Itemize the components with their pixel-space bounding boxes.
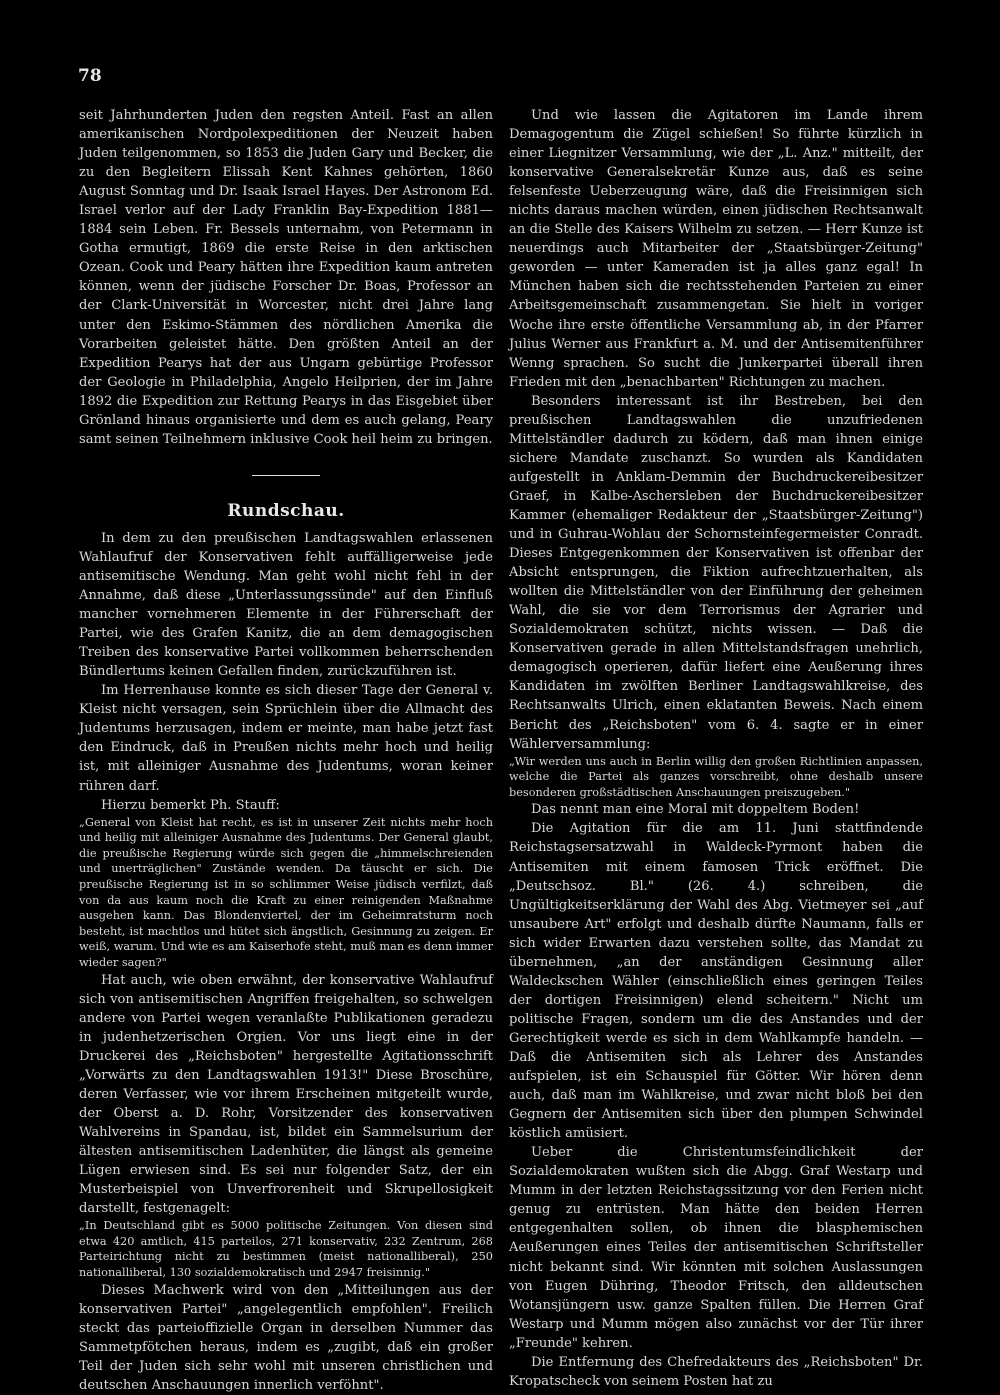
block-quote: „General von Kleist hat recht, es ist in unserer Zeit nichts mehr hoch und heilig mit alleiniger Ausnahme des Judentums. Der General glaubt, die preußische Regierung würde sich gegen die „himmelschreienden und unerträglichen" Zustände wenden. Da täuscht er sich. Die preußische Regierung ist in so schlimmer Weise jüdisch verfilzt, daß von da aus kaum noch die Kraft zu einer reinigenden Maßnahme ausgehen kann. Das Blondenviertel, der im Geheimratsturm noch besteht, ist machtlos und hütet sich ängstlich, Gesinnung zu zeigen. Er weiß, warum. Und wie es am Kaiserhofe steht, muß man es denn immer wieder sagen?" (79, 815, 493, 969)
left-column (79, 106, 493, 1395)
article-paragraph: Hierzu bemerkt Ph. Stauff: (101, 797, 280, 813)
article-paragraph: Ueber die Christentumsfeindlichkeit der Sozialdemokraten wußten sich die Abgg. Graf Westarp und Mumm in der letzten Reichstagssitzung vor den Ferien nicht genug zu entrüsten. Man hätte den beiden Herren entgegenhalten sollen, ob ihnen die blasphemischen Aeußerungen eines Teiles der antisemitischen Schriftsteller nicht bekannt sind. Wir könnten mit solchen Auslassungen von Eugen Dühring, Theodor Fritsch, den alldeutschen Wotansjüngern usw. ganze Spalten füllen. Die Herren Graf Westarp und Mumm mögen also zunächst vor der Tür ihrer „Freunde" kehren. (509, 1145, 923, 1351)
article-paragraph: Die Agitation für die am 11. Juni stattfindende Reichstagsersatzwahl in Waldeck-Pyrmont haben die Antisemiten mit einem famosen Trick eröffnet. Die „Deutschsoz. Bl." (26. 4.) schreiben, die Ungültigkeitserklärung der Wahl des Abg. Vietmeyer sei „auf unsaubere Art" erfolgt und deshalb dürfte Naumann, falls er sich wider Erwarten dazu verstehen sollte, das Mandat zu übernehmen, „an der anständigen Gesinnung aller Waldeckschen Wähler (einschließlich eines geringen Teiles der dortigen Freisinnigen) elend scheitern." Nicht um politische Fragen, sondern um die des Anstandes und der Gerechtigkeit werde es sich in dem Wahlkampfe handeln. — Daß die Antisemiten sich als Lehrer des Anstandes aufspielen, ist ein Schauspiel für Götter. Wir hören denn auch, daß man im Wahlkreise, und zwar nicht bloß bei den Gegnern der Antisemiten sich über den plumpen Schwindel köstlich amüsiert. (509, 821, 923, 1142)
article-paragraph: Im Herrenhause konnte es sich dieser Tage der General v. Kleist nicht versagen, sein Sprüchlein über die Allmacht des Judentums herzusagen, indem er meinte, man habe jetzt fast den Eindruck, daß in Preußen nichts mehr hoch und heilig ist, mit alleiniger Ausnahme des Judentums, woran keiner rühren darf. (79, 683, 493, 794)
article-paragraph: Besonders interessant ist ihr Bestreben, bei den preußischen Landtagswahlen die unzufriedenen Mittelständler dadurch zu ködern, daß man ihnen einige sichere Mandate zuschanzt. So wurden als Kandidaten aufgestellt in Anklam-Demmin der Buchdruckereibesitzer Graef, in Kalbe-Aschersleben der Buchdruckereibesitzer Kammer (ehemaliger Redakteur der „Staatsbürger-Zeitung") und in Guhrau-Wohlau der Schornsteinfegermeister Conradt. Dieses Entgegenkommen der Konservativen ist offenbar der Absicht entsprungen, die Fiktion aufrechtzuerhalten, als wollten die Mittelständler von der Einführung der geheimen Wahl, die sie vor dem Terrorismus der Agrarier und Sozialdemokraten schützt, nichts wissen. — Daß die Konservativen gerade in allen Mittelstandsfragen unehrlich, demagogisch operieren, dafür liefert eine Aeußerung ihres Kandidaten im zwölften Berliner Landtagswahlkreise, des Rechtsanwalts Ulrich, einen eklatanten Beweis. Nach einem Bericht des „Reichsboten" vom 6. 4. sagte er in einer Wählerversammlung: (509, 393, 923, 752)
right-column (509, 106, 923, 1391)
article-paragraph: In dem zu den preußischen Landtagswahlen erlassenen Wahlaufruf der Konservativen fehlt auffälligerweise jede antisemitische Wendung. Man geht wohl nicht fehl in der Annahme, daß diese „Unterlassungssünde" auf den Einfluß mancher vornehmeren Elemente in der Führerschaft der Partei, wie des Grafen Kanitz, die an dem demagogischen Treiben des konservative Partei vollkommen beherrschenden Bündlertums keinen Gefallen finden, zurückzuführen ist. (79, 530, 493, 680)
section-title: Rundschau. (227, 500, 345, 521)
article-paragraph: Die Entfernung des Chefredakteurs des „Reichsboten" Dr. Kropatscheck von seinem Posten hat zu (509, 1354, 923, 1389)
block-quote: „Wir werden uns auch in Berlin willig den großen Richtlinien anpassen, welche die Partei als ganzes vorschreibt, ohne deshalb unsere besonderen großstädtischen Anschauungen preiszugeben." (509, 754, 923, 799)
article-paragraph: Das nennt man eine Moral mit doppeltem Boden! (531, 802, 860, 818)
block-quote: „In Deutschland gibt es 5000 politische Zeitungen. Von diesen sind etwa 420 amtlich, 415 parteilos, 271 konservativ, 232 Zentrum, 268 Parteirichtung nicht zu bestimmen (meist nationalliberal), 250 nationalliberal, 130 sozialdemokratisch und 2947 freisinnig." (79, 1219, 493, 1279)
section-divider (252, 475, 320, 476)
intro-paragraph: seit Jahrhunderten Juden den regsten Anteil. Fast an allen amerikanischen Nordpolexpeditionen der Neuzeit haben Juden teilgenommen, so 1853 die Juden Gary und Becker, die zu den Begleitern Elissah Kent Kahnes gehörten, 1860 August Sonntag und Dr. Isaak Israel Hayes. Der Astronom Ed. Israel verlor auf der Lady Franklin Bay-Expedition 1881—1884 sein Leben. Fr. Bessels unternahm, von Petermann in Gotha ermutigt, 1869 die erste Reise in den arktischen Ozean. Cook und Peary hätten ihre Expedition kaum antreten können, wenn der jüdische Forscher Dr. Boas, Professor an der Clark-Universität in Worcester, nicht drei Jahre lang unter den Eskimo-Stämmen des nördlichen Amerika die Vorarbeiten geleistet hätte. Den größten Anteil an der Expedition Pearys hat der aus Ungarn gebürtige Professor der Geologie in Philadelphia, Angelo Heilprien, der im Jahre 1892 die Expedition zur Rettung Pearys in das Eisgebiet über Grönland hinaus organisierte und dem es auch gelang, Peary samt seinen Teilnehmern inklusive Cook heil heim zu bringen. (79, 108, 493, 447)
article-paragraph: Hat auch, wie oben erwähnt, der konservative Wahlaufruf sich von antisemitischen Angriffen freigehalten, so schwelgen andere von Partei wegen veranlaßte Publikationen geradezu in judenhetzerischen Orgien. Vor uns liegt eine in der Druckerei des „Reichsboten" hergestellte Agitationsschrift „Vorwärts zu den Landtagswahlen 1913!" Diese Broschüre, deren Verfasser, wie vor ihrem Erscheinen mitgeteilt wurde, der Oberst a. D. Rohr, Vorsitzender des konservativen Wahlvereins in Spandau, ist, bildet ein Sammelsurium der ältesten antisemitischen Ladenhüter, die längst als gemeine Lügen erwiesen sind. Es sei nur folgender Satz, der ein Musterbeispiel von Unverfrorenheit und Skrupellosigkeit darstellt, festgenagelt: (79, 972, 493, 1217)
article-paragraph: Und wie lassen die Agitatoren im Lande ihrem Demagogentum die Zügel schießen! So führte kürzlich in einer Liegnitzer Versammlung, wie der „L. Anz." mitteilt, der konservative Generalsekretär Kunze aus, daß es seine felsenfeste Ueberzeugung wäre, daß die Freisinnigen sich nichts daraus machen würden, einen jüdischen Rechtsanwalt an die Stelle des Kaisers Wilhelm zu setzen. — Herr Kunze ist neuerdings auch Mitarbeiter der „Staatsbürger-Zeitung" geworden — unter Kameraden ist ja alles ganz egal! In München haben sich die rechtsstehenden Parteien zu einer Arbeitsgemeinschaft zusammengetan. Sie hielt in voriger Woche ihre erste öffentliche Versammlung ab, in der Pfarrer Julius Werner aus Frankfurt a. M. und der Antisemitenführer Wenng sprachen. So sucht die Junkerpartei überall ihren Frieden mit den „benachbarten" Richtungen zu machen. (509, 108, 923, 390)
page-number: 78 (78, 66, 102, 86)
article-paragraph: Dieses Machwerk wird von den „Mitteilungen aus der konservativen Partei" „angelegentlich empfohlen". Freilich steckt das parteioffizielle Organ in derselben Nummer das Sammetpfötchen heraus, indem es „zugibt, daß ein großer Teil der Juden sich sehr wohl mit unseren christlichen und deutschen Anschauungen innerlich verföhnt". (79, 1282, 493, 1393)
